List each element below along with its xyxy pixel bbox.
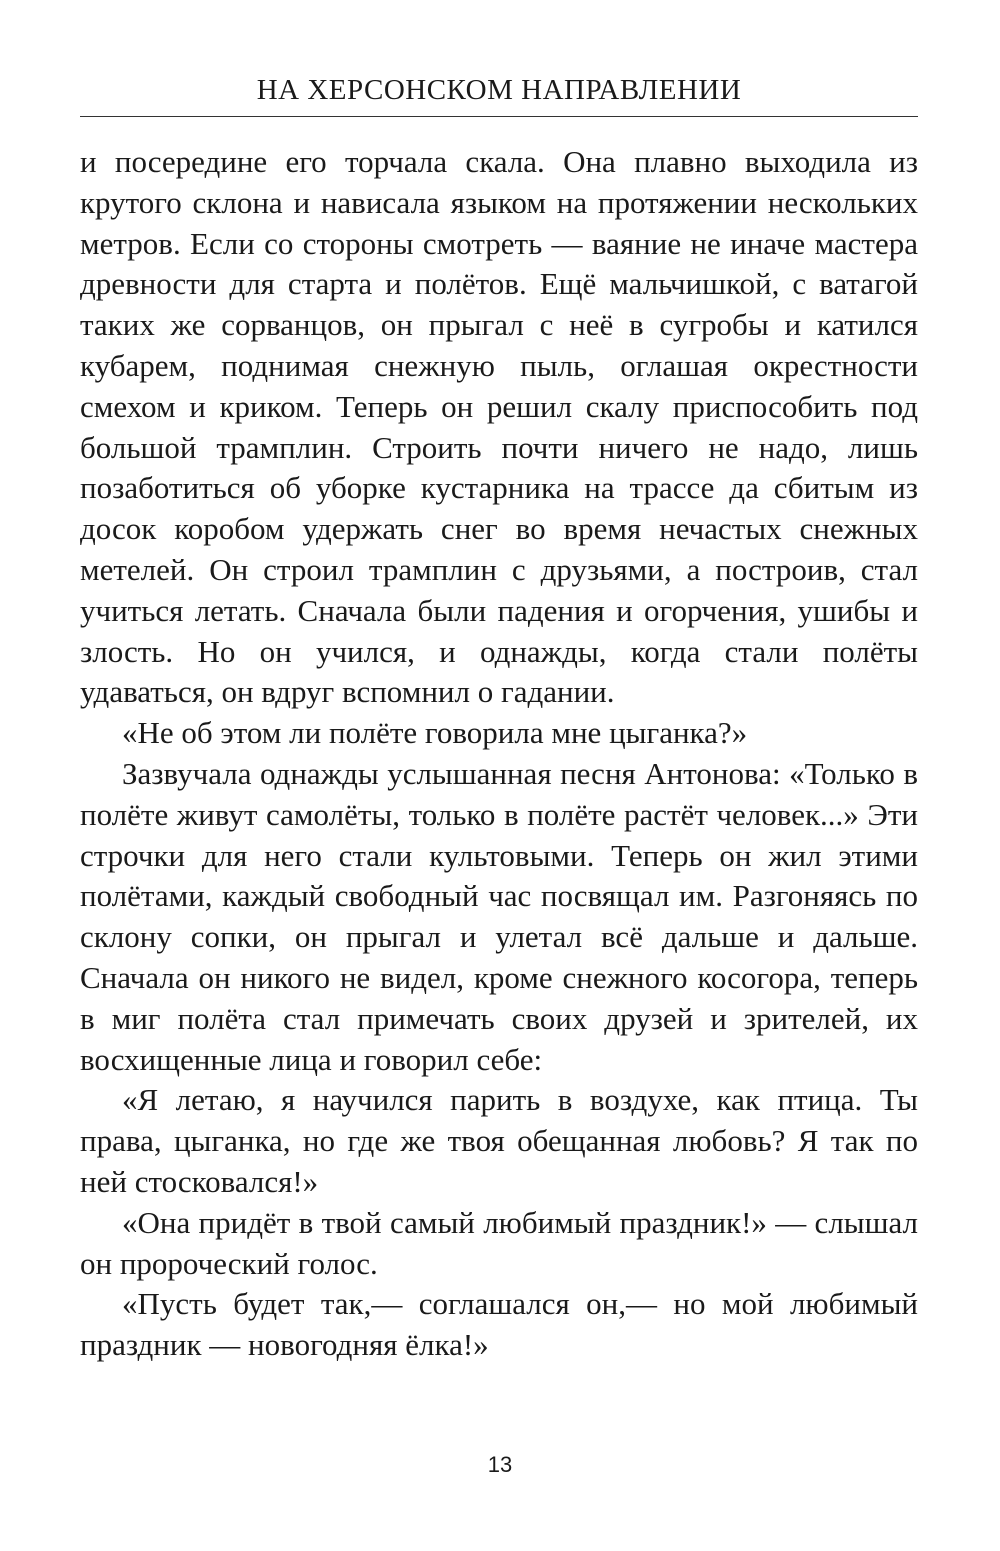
paragraph: «Я летаю, я научился парить в воздухе, как птица. Ты права, цыганка, но где же твоя обещанная любовь? Я так по ней стосковался!» xyxy=(80,1082,918,1199)
paragraph: «Не об этом ли полёте говорила мне цыганка?» xyxy=(122,715,748,751)
page-number: 13 xyxy=(487,1452,513,1477)
paragraph: Зазвучала однажды услышанная песня Антонова: «Только в полёте живут самолёты, только в полёте растёт человек...» Эти строчки для него стали культовыми. Теперь он жил этими полётами, каждый свободный час посвящал им. Разгоняясь по склону сопки, он прыгал и улетал всё дальше и дальше. Сначала он никого не видел, кроме снежного косогора, теперь в миг полёта стал примечать своих друзей и зрителей, их восхищенные лица и говорил себе: xyxy=(80,755,918,1077)
paragraph: «Она придёт в твой самый любимый праздник!» — слышал он пророческий голос. xyxy=(80,1204,918,1281)
body-text xyxy=(80,142,918,1366)
header-divider xyxy=(80,116,918,117)
running-header: НА ХЕРСОНСКОМ НАПРАВЛЕНИИ xyxy=(256,74,742,106)
paragraph-continuation: и посередине его торчала скала. Она плавно выходила из крутого склона и нависала языком на протяжении нескольких метров. Если со стороны смотреть — ваяние не иначе мастера древности для старта и полётов. Ещё мальчишкой, с ватагой таких же сорванцов, он прыгал с неё в сугробы и катился кубарем, поднимая снежную пыль, оглашая окрестности смехом и криком. Теперь он решил скалу приспособить под большой трамплин. Строить почти ничего не надо, лишь позаботиться об уборке кустарника на трассе да сбитым из досок коробом удержать снег во время нечастых снежных метелей. Он строил трамплин с друзьями, а построив, стал учиться летать. Сначала были падения и огорчения, ушибы и злость. Но он учился, и однажды, когда стали полёты удаваться, он вдруг вспомнил о гадании. xyxy=(80,144,918,710)
paragraph: «Пусть будет так,— соглашался он,— но мой любимый праздник — новогодняя ёлка!» xyxy=(80,1286,918,1363)
